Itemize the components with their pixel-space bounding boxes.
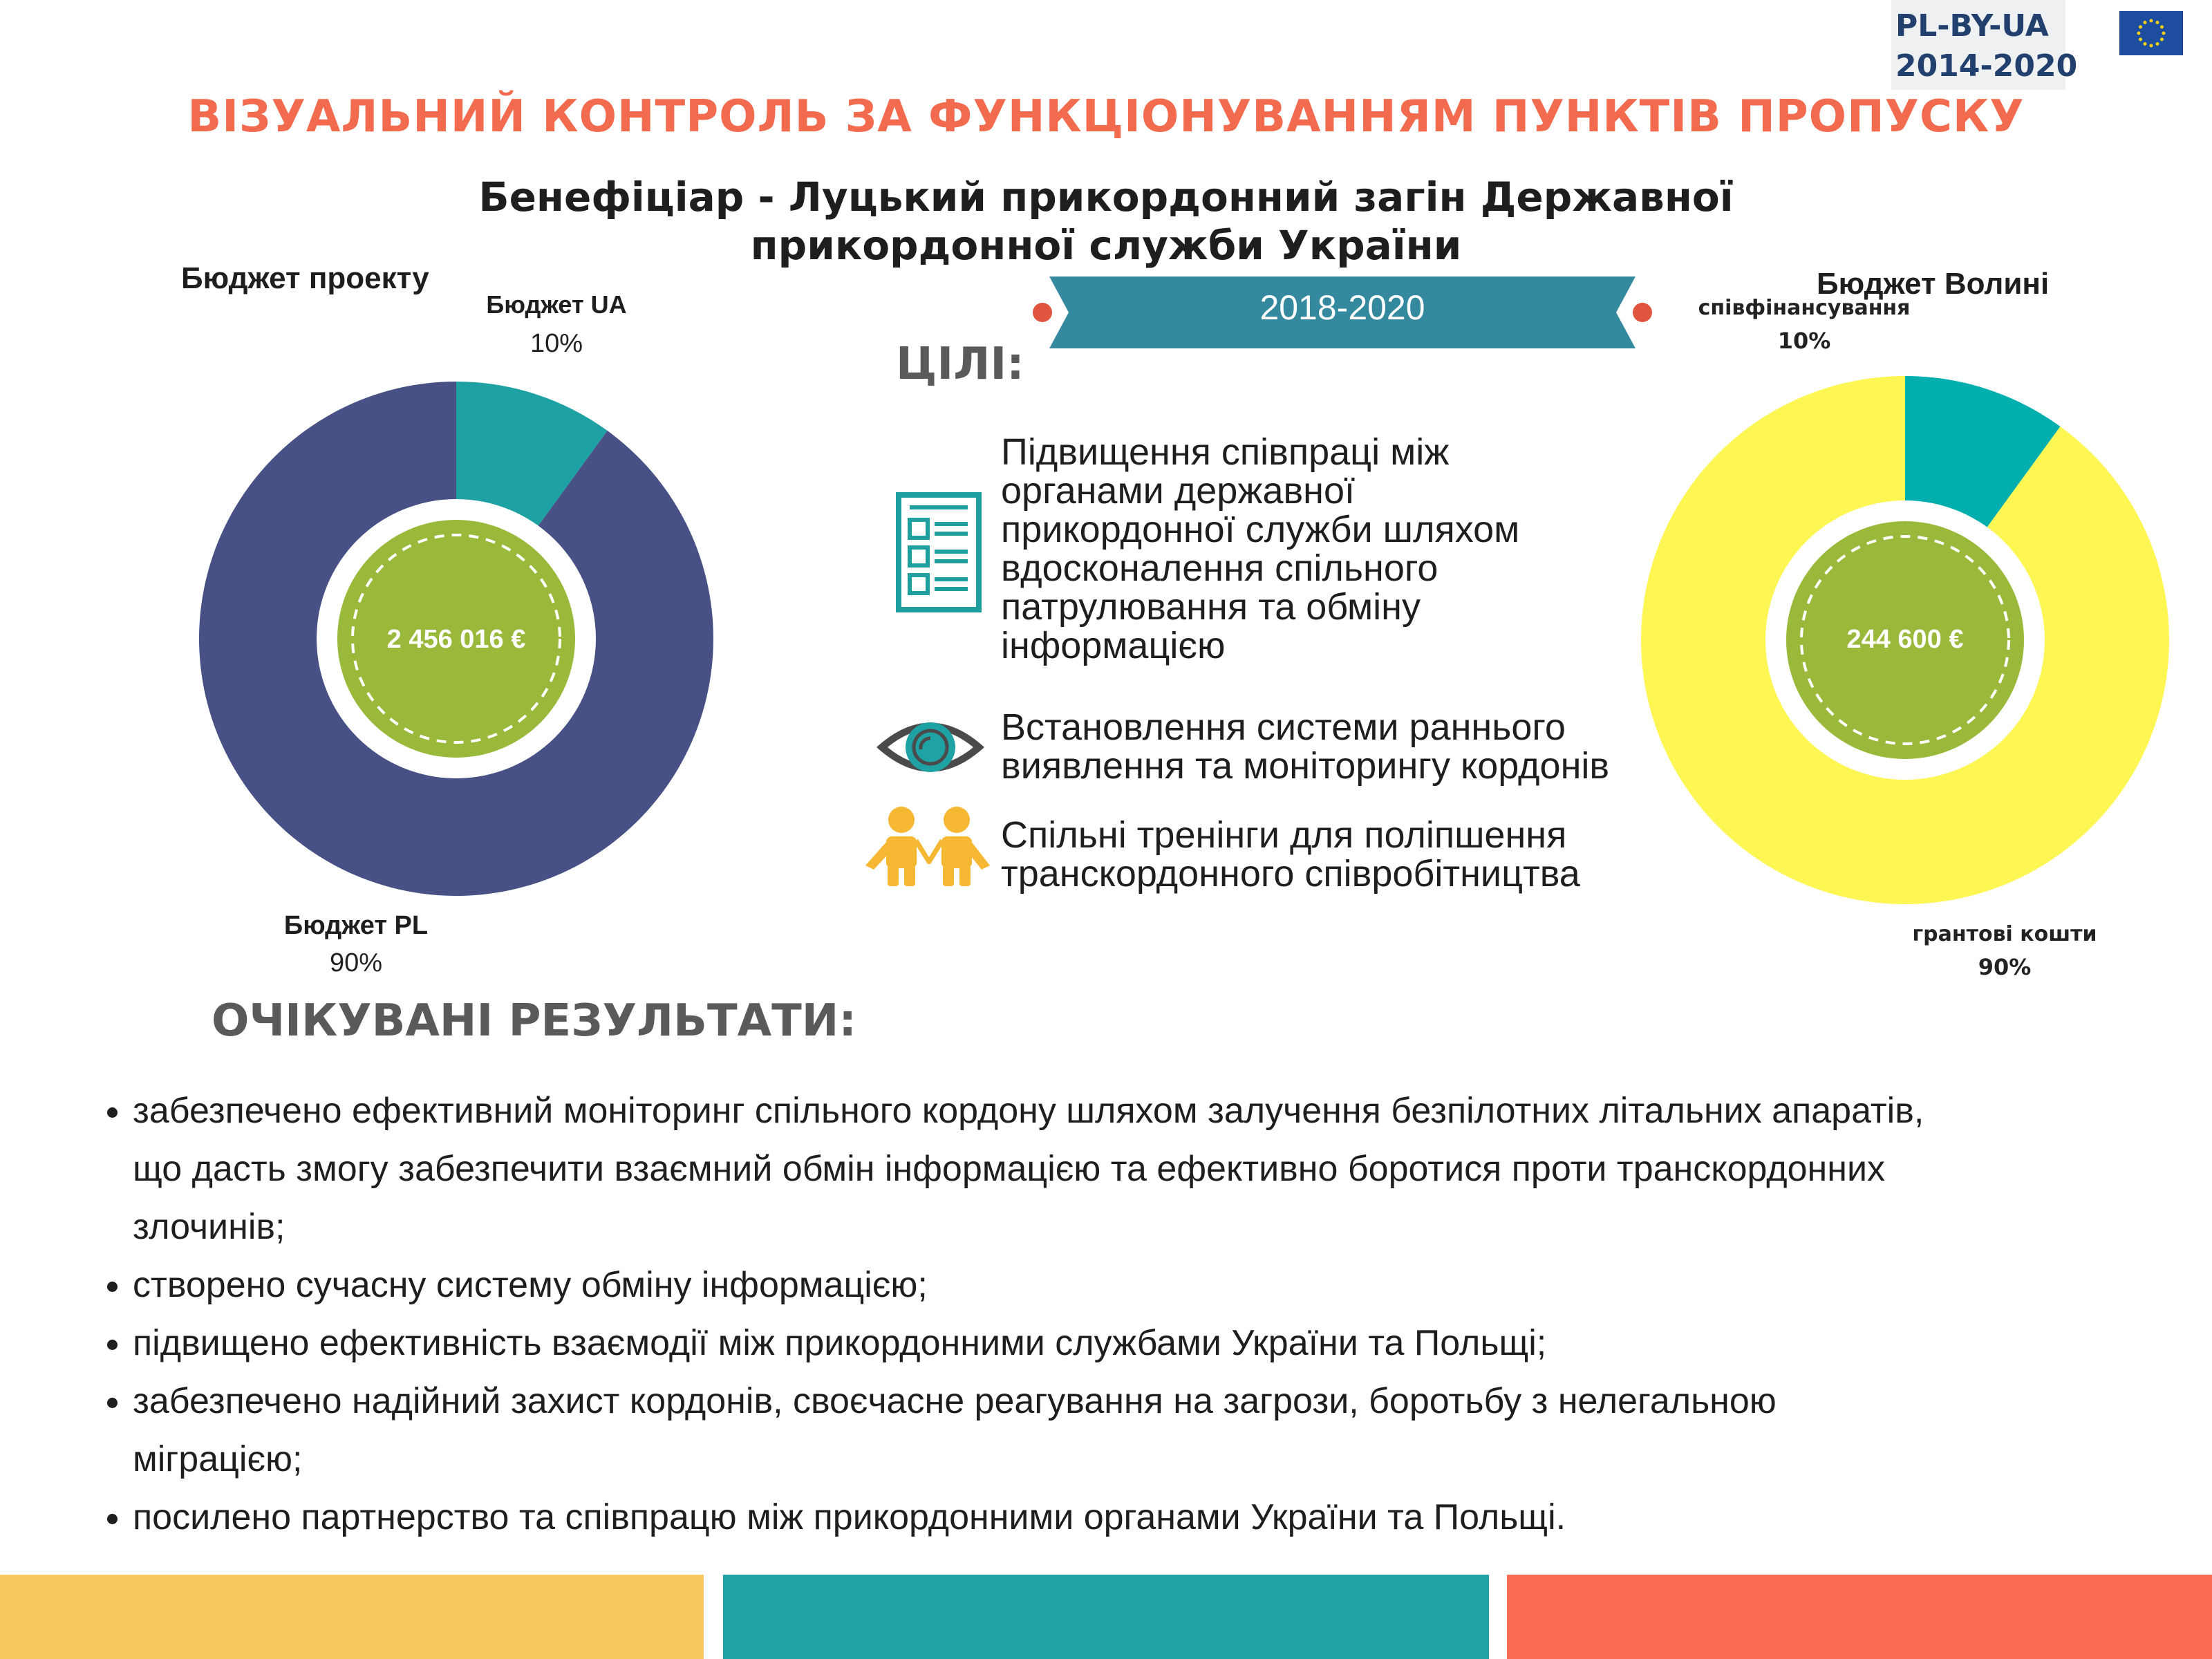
footer-bar-teal [723,1575,1489,1659]
slice-name-ua: Бюджет UA [486,290,627,319]
slice-label-grants: 90% [1978,954,2032,980]
result-5-line-1: посилено партнерство та співпрацю між прикордонними органами України та Польщі. [133,1497,1566,1537]
chart-title-project-budget: Бюджет проекту [181,261,429,295]
results-heading: ОЧІКУВАНІ РЕЗУЛЬТАТИ: [212,995,856,1047]
eu-flag-icon [2119,11,2183,55]
goal-1-line-1: Підвищення співпраці між [1001,431,1450,473]
goal-item-3 [1001,816,1692,893]
eye-icon [872,709,988,785]
project-budget-total: 2 456 016 € [386,625,526,654]
slice-name-grants: грантові кошти [1912,922,2097,946]
result-1-line-3: злочинів; [133,1207,285,1247]
beneficiary-subtitle [346,173,1866,270]
page-title: ВІЗУАЛЬНИЙ КОНТРОЛЬ ЗА ФУНКЦІОНУВАННЯМ ПУНКТІВ ПРОПУСКУ [187,91,2025,142]
logo-text-program: PL-BY-UA [1895,8,2049,44]
goal-item-1 [1001,433,1554,665]
volyn-budget-total: 244 600 € [1846,625,1964,654]
footer-bar-yellow [0,1575,704,1659]
result-1-line-2: що дасть змогу забезпечити взаємний обмін інформацією та ефективно боротися проти транскордонних [133,1149,1885,1189]
result-4-line-1: забезпечено надійний захист кордонів, своєчасне реагування на загрози, боротьбу з нелегальною [133,1381,1777,1421]
slice-name-cofinancing: співфінансування [1698,296,1911,320]
goal-2-line-1: Встановлення системи раннього [1001,706,1566,748]
slice-label-pl: 90% [329,948,383,977]
goal-2-line-2: виявлення та моніторингу кордонів [1001,745,1610,787]
slice-label-ua: 10% [529,329,583,358]
subtitle-line-2: прикордонної служби України [750,222,1462,269]
slice-label-cofinancing: 10% [1777,328,1831,354]
goal-1-line-5: патрулювання та обміну [1001,586,1421,628]
result-3-line-1: підвищено ефективність взаємодії між прикордонними службами України та Польщі; [133,1323,1547,1363]
goal-3-line-2: транскордонного співробітництва [1001,853,1580,894]
goal-1-line-3: прикордонної служби шляхом [1001,509,1520,550]
goal-1-line-6: інформацією [1001,625,1226,666]
goal-3-line-1: Спільні тренінги для поліпшення [1001,814,1567,856]
result-item-5 [133,1488,2212,1546]
goal-item-2 [1001,708,1692,785]
result-4-line-2: міграцією; [133,1439,303,1479]
children-holding-hands-icon [863,806,993,888]
result-item-1 [133,1082,2212,1256]
goal-1-line-2: органами державної [1001,470,1356,512]
goals-heading: ЦІЛІ: [896,339,1024,390]
ribbon-dot-left [1033,303,1052,322]
slice-name-pl: Бюджет PL [283,911,429,940]
result-2-line-1: створено сучасну систему обміну інформацією; [133,1265,928,1305]
result-item-3 [133,1314,2212,1372]
logo-text-years: 2014-2020 [1895,48,2078,84]
period-label: 2018-2020 [1259,288,1425,327]
ribbon-dot-right [1633,303,1652,322]
result-item-4 [133,1372,2212,1488]
document-list-icon [896,492,982,612]
results-list [90,1082,2212,1546]
chart-title-volyn-budget: Бюджет Волині [1817,267,2050,301]
result-item-2 [133,1256,2212,1314]
result-1-line-1: забезпечено ефективний моніторинг спільного кордону шляхом залучення безпілотних літальних апаратів, [133,1091,1924,1131]
goal-1-line-4: вдосконалення спільного [1001,547,1438,589]
footer-bar-coral [1507,1575,2212,1659]
subtitle-line-1: Бенефіціар - Луцький прикордонний загін Державної [478,174,1734,221]
